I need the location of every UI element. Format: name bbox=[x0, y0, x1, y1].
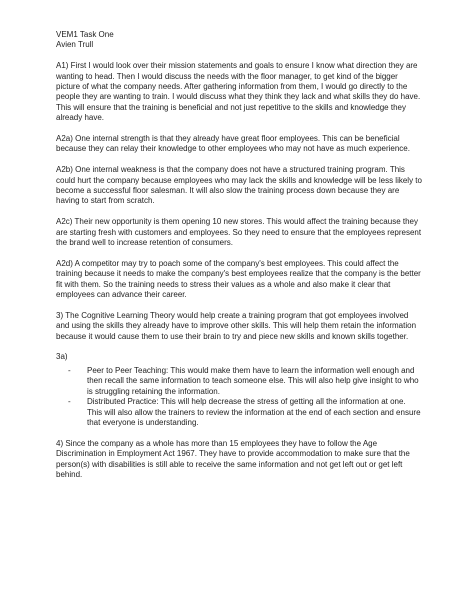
document-title: VEM1 Task One bbox=[56, 30, 114, 39]
author-name: Avien Trull bbox=[56, 40, 94, 50]
list-item bbox=[56, 397, 422, 428]
section-3a-label: 3a) bbox=[56, 352, 68, 362]
paragraph-a2c: A2c) Their new opportunity is them opening 10 new stores. This would affect the training because they are starting fresh with customers and employees. So they need to ensure that the employees represent the brand well to increase retention of consumers. bbox=[56, 217, 422, 248]
paragraph-a2b: A2b) One internal weakness is that the company does not have a structured training program. This could hurt the company because employees who may lack the skills and knowledge will be less likely to become a successful floor salesman. It will also slow the training process down because they are having to start from scratch. bbox=[56, 165, 422, 206]
document-page bbox=[56, 30, 422, 480]
section-3a-list bbox=[56, 366, 422, 428]
paragraph-4: 4) Since the company as a whole has more than 15 employees they have to follow the Age Discrimination in Employment Act 1967. They have to provide accommodation to make sure that the person(s) with disabilities is still able to receive the same information and not get left out or get left behind. bbox=[56, 438, 410, 479]
list-dash-marker: - bbox=[68, 365, 71, 375]
list-item-text: Distributed Practice: This will help decrease the stress of getting all the information at one. This will also allow the trainers to review the information at the end of each section and ensure that everyone is understanding. bbox=[87, 397, 421, 427]
paragraph-a2d: A2d) A competitor may try to poach some of the company's best employees. This could affect the training because it needs to make the company's best employees realize that the company is the better fit with them. So the training needs to stress their values as a whole and also make it clear that employees can advance their career. bbox=[56, 258, 421, 300]
list-item-text: Peer to Peer Teaching: This would make them have to learn the information well enough and then recall the same information to teach someone else. This will also help give insight to who is struggling retaining the information. bbox=[87, 365, 419, 396]
paragraph-a2a: A2a) One internal strength is that they already have great floor employees. This can be beneficial because they can relay their knowledge to other employees who may not have as much experience. bbox=[56, 134, 410, 154]
paragraph-3: 3) The Cognitive Learning Theory would help create a training program that got employees involved and using the skills they already have to improve other skills. This will help them retain the information because it would cause them to use their brain to try and piece new skills and known skills together. bbox=[56, 310, 417, 341]
paragraph-a1: A1) First I would look over their mission statements and goals to ensure I know what direction they are wanting to head. Then I would discuss the needs with the floor manager, to get kind of the bigger picture of what the company needs. After gathering information from them, I would go directly to the people they are wanting to train. I would discuss what they think they lack and what skills they do have. This will ensure that the training is beneficial and not just repetitive to the skills and knowledge they already have. bbox=[56, 61, 421, 123]
list-dash-marker: - bbox=[68, 397, 71, 407]
list-item bbox=[56, 366, 422, 397]
